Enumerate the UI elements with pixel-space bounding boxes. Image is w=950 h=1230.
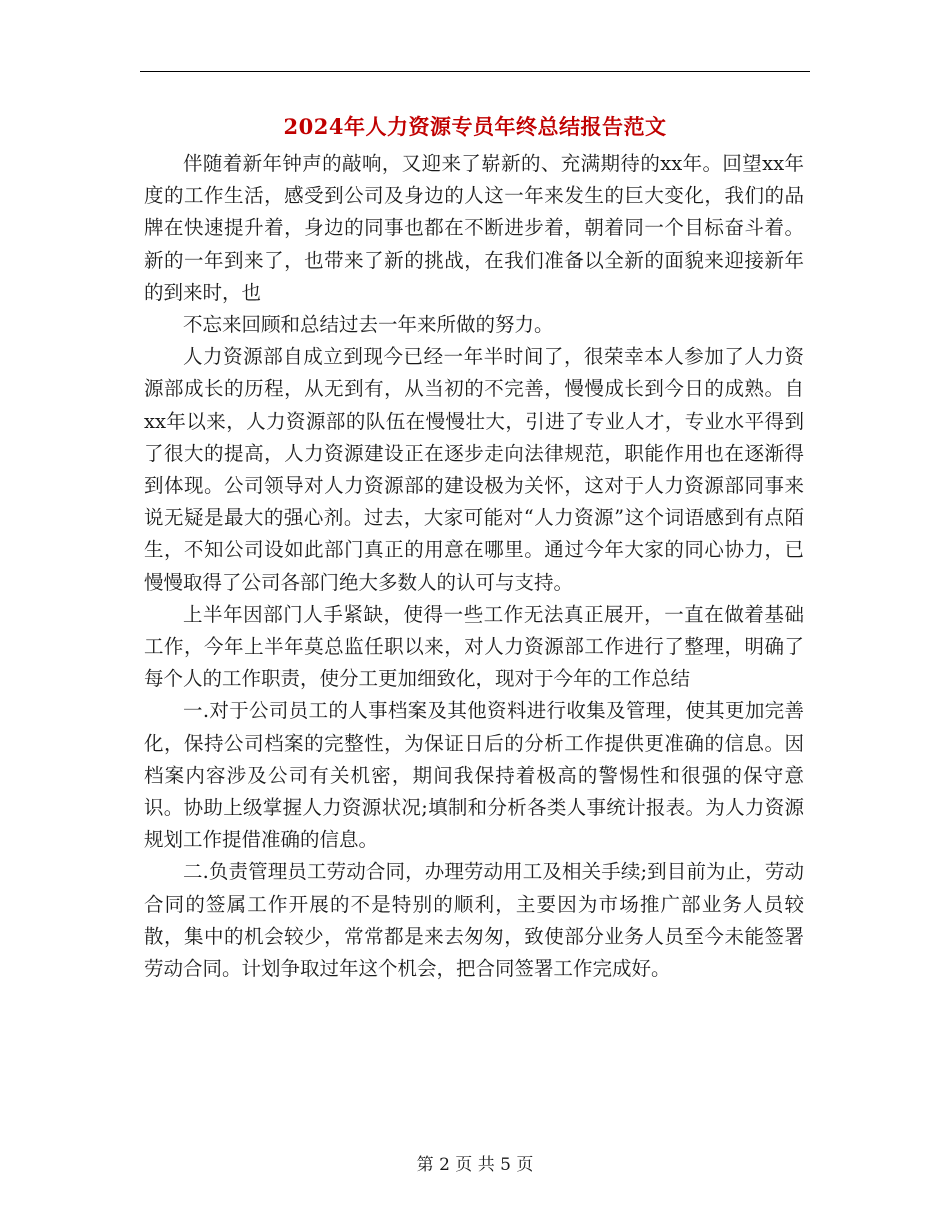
paragraph-item-one: 一.对于公司员工的人事档案及其他资料进行收集及管理，使其更加完善化，保持公司档案的完整性，为保证日后的分析工作提供更准确的信息。因档案内容涉及公司有关机密，期间我保持着极高的警惕性和很强的保守意识。协助上级掌握人力资源状况;填制和分析各类人事统计报表。为人力资源规划工作提借准确的信息。: [144, 699, 804, 852]
paragraph-review: 不忘来回顾和总结过去一年来所做的努力。: [183, 313, 554, 337]
paragraph-item-two: 二.负责管理员工劳动合同，办理劳动用工及相关手续;到目前为止，劳动合同的签属工作开展的不是特别的顺利，主要因为市场推广部业务人员较散，集中的机会较少，常常都是来去匆匆，致使部分业务人员至今未能签署劳动合同。计划争取过年这个机会，把合同签署工作完成好。: [144, 860, 804, 981]
header-rule: [140, 71, 810, 72]
document-body: [144, 148, 804, 985]
paragraph-intro: 伴随着新年钟声的敲响，又迎来了崭新的、充满期待的xx年。回望xx年度的工作生活，感受到公司及身边的人这一年来发生的巨大变化，我们的品牌在快速提升着，身边的同事也都在不断进步着，朝着同一个目标奋斗着。新的一年到来了，也带来了新的挑战，在我们准备以全新的面貌来迎接新年的到来时，也: [144, 152, 804, 304]
document-title: 2024年人力资源专员年终总结报告范文: [283, 114, 667, 139]
paragraph-department-history: 人力资源部自成立到现今已经一年半时间了，很荣幸本人参加了人力资源部成长的历程，从无到有，从当初的不完善，慢慢成长到今日的成熟。自xx年以来，人力资源部的队伍在慢慢壮大，引进了专业人才，专业水平得到了很大的提高，人力资源建设正在逐步走向法律规范，职能作用也在逐渐得到体现。公司领导对人力资源部的建设极为关怀，这对于人力资源部同事来说无疑是最大的强心剂。过去，大家可能对“人力资源”这个词语感到有点陌生，不知公司设如此部门真正的用意在哪里。通过今年大家的同心协力，已慢慢取得了公司各部门绝大多数人的认可与支持。: [144, 345, 804, 594]
page-number-footer: 第 2 页 共 5 页: [416, 1155, 534, 1175]
paragraph-first-half: 上半年因部门人手紧缺，使得一些工作无法真正展开，一直在做着基础工作，今年上半年莫总监任职以来，对人力资源部工作进行了整理，明确了每个人的工作职责，使分工更加细致化，现对于今年的工作总结: [144, 602, 804, 691]
